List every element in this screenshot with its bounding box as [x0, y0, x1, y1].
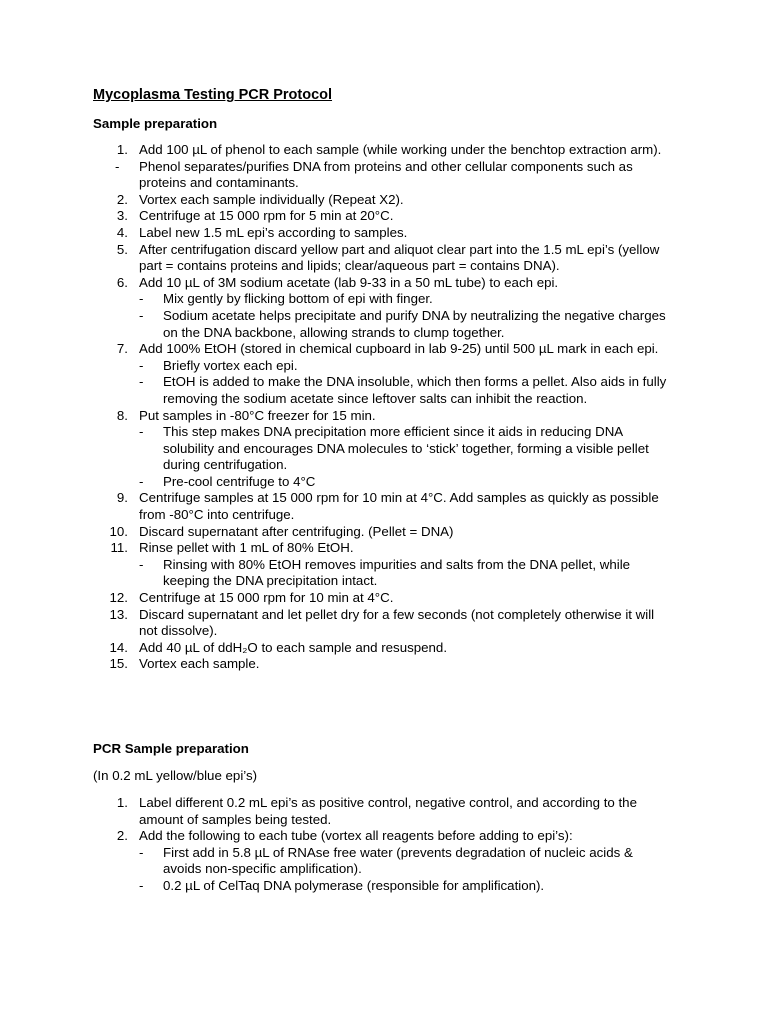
sub-list-item — [139, 424, 673, 474]
dash-bullet: - — [139, 357, 144, 373]
sub-list-item — [139, 878, 673, 895]
sub-list-item-text: Sodium acetate helps precipitate and purify DNA by neutralizing the negative charges on the DNA backbone, allowing strands to clump together. — [163, 307, 666, 340]
list-item-text: Add 40 µL of ddH₂O to each sample and resuspend. — [139, 639, 448, 655]
dash-bullet: - — [139, 307, 144, 323]
sub-list-item-text: This step makes DNA precipitation more efficient since it aids in reducing DNA solubility and encourages DNA molecules to ‘stick’ together, forming a visible pellet during centrifugation. — [163, 424, 649, 473]
list-item — [0, 607, 674, 640]
list-item — [0, 242, 674, 275]
sub-list-item-text: Mix gently by flicking bottom of epi with finger. — [163, 291, 433, 307]
list-item — [0, 142, 674, 159]
sub-list-item-text: Briefly vortex each epi. — [163, 357, 298, 373]
list-item — [0, 275, 674, 341]
list-item-text: Vortex each sample individually (Repeat X2). — [139, 191, 404, 207]
list-marker: 9. — [116, 490, 128, 506]
section-heading-sample-preparation: Sample preparation — [93, 116, 218, 131]
list-item-text: After centrifugation discard yellow part and aliquot clear part into the 1.5 mL epi’s (yellow part = contains proteins and lipids; clear/aqueous part = contains DNA). — [139, 241, 660, 274]
list-item-text: Rinse pellet with 1 mL of 80% EtOH. — [139, 540, 354, 556]
list-item — [0, 640, 674, 657]
list-marker: 14. — [109, 639, 128, 655]
list-item-text: Put samples in -80°C freezer for 15 min. — [139, 407, 376, 423]
list-item-text: Discard supernatant and let pellet dry for a few seconds (not completely otherwise it will not dissolve). — [139, 606, 655, 639]
sub-list — [139, 291, 674, 341]
list-item — [0, 408, 674, 491]
list-item-text: Label new 1.5 mL epi’s according to samples. — [139, 224, 408, 240]
sub-list-item — [139, 557, 673, 590]
sub-list-item — [139, 358, 673, 375]
sub-list-item — [139, 374, 673, 407]
list-marker: 6. — [116, 274, 128, 290]
list-marker: 8. — [116, 407, 128, 423]
list-item-text: Add 10 µL of 3M sodium acetate (lab 9-33 in a 50 mL tube) to each epi. — [139, 274, 559, 290]
dash-bullet: - — [139, 844, 144, 860]
list-marker: 1. — [116, 795, 128, 810]
list-item — [0, 341, 674, 407]
list-item-text: Centrifuge at 15 000 rpm for 5 min at 20°C. — [139, 208, 394, 224]
list-marker: 2. — [116, 191, 128, 207]
document-title: Mycoplasma Testing PCR Protocol — [93, 87, 333, 103]
list-marker: 2. — [116, 828, 128, 844]
list-item — [0, 192, 674, 209]
list-item — [0, 524, 674, 541]
dash-bullet: - — [139, 473, 144, 489]
dash-bullet: - — [139, 424, 144, 440]
list-item — [0, 828, 674, 894]
list-item — [0, 590, 674, 607]
list-item-text: Centrifuge at 15 000 rpm for 10 min at 4°C. — [139, 590, 394, 606]
dash-bullet: - — [139, 877, 144, 893]
section-note: (In 0.2 mL yellow/blue epi’s) — [93, 768, 258, 783]
sub-list-item-text: Pre-cool centrifuge to 4°C — [163, 473, 316, 489]
list-marker: 15. — [109, 656, 128, 672]
sample-preparation-list — [0, 142, 768, 673]
list-item — [0, 490, 674, 523]
list-marker: 5. — [116, 241, 128, 257]
list-item — [0, 540, 674, 590]
sub-list-item-text: First add in 5.8 µL of RNAse free water (prevents degradation of nucleic acids & avoids non-specific amplification). — [163, 844, 633, 877]
sub-list-item-text: 0.2 µL of CelTaq DNA polymerase (responsible for amplification). — [163, 877, 545, 893]
section-heading-pcr-sample-preparation: PCR Sample preparation — [93, 741, 249, 756]
sub-list-item — [139, 291, 673, 308]
list-item — [0, 208, 674, 225]
list-marker: 1. — [116, 142, 128, 157]
sub-list-item — [139, 308, 673, 341]
list-marker: 4. — [116, 224, 128, 240]
list-marker: 12. — [109, 590, 128, 606]
sub-list-item — [139, 845, 673, 878]
list-marker: 11. — [110, 540, 128, 556]
dash-bullet: - — [139, 291, 144, 307]
list-marker: 3. — [116, 208, 128, 224]
list-item-text: Phenol separates/purifies DNA from proteins and other cellular components such as proteins and contaminants. — [139, 158, 633, 191]
list-item-text: Add 100 µL of phenol to each sample (while working under the benchtop extraction arm). — [139, 142, 662, 157]
list-marker: 13. — [109, 606, 128, 622]
list-item-text: Centrifuge samples at 15 000 rpm for 10 min at 4°C. Add samples as quickly as possible from -80°C into centrifuge. — [139, 490, 659, 523]
list-item — [0, 795, 674, 828]
list-marker: - — [115, 158, 120, 174]
list-item-text: Add 100% EtOH (stored in chemical cupboard in lab 9-25) until 500 µL mark in each epi. — [139, 341, 659, 357]
list-item — [0, 225, 674, 242]
list-item — [0, 656, 674, 673]
dash-bullet: - — [139, 556, 144, 572]
pcr-sample-preparation-list — [0, 795, 768, 895]
list-marker: 7. — [116, 341, 128, 357]
sub-list — [139, 358, 674, 408]
list-item-text: Label different 0.2 mL epi’s as positive control, negative control, and according to the amount of samples being tested. — [139, 795, 637, 827]
sub-list — [139, 557, 674, 590]
dash-bullet: - — [139, 374, 144, 390]
sub-list-item-text: Rinsing with 80% EtOH removes impurities and salts from the DNA pellet, while keeping the DNA precipitation intact. — [163, 556, 631, 589]
sub-list-item-text: EtOH is added to make the DNA insoluble, which then forms a pellet. Also aids in fully removing the sodium acetate since leftover salts can inhibit the reaction. — [163, 374, 667, 406]
list-marker: 10. — [109, 523, 128, 539]
list-item-text: Discard supernatant after centrifuging. (Pellet = DNA) — [139, 523, 454, 539]
sub-list — [139, 845, 674, 895]
sub-list-item — [139, 474, 673, 491]
list-item-text: Vortex each sample. — [139, 656, 260, 672]
list-item — [0, 159, 674, 192]
list-item-text: Add the following to each tube (vortex all reagents before adding to epi’s): — [139, 828, 573, 844]
sub-list — [139, 424, 674, 490]
